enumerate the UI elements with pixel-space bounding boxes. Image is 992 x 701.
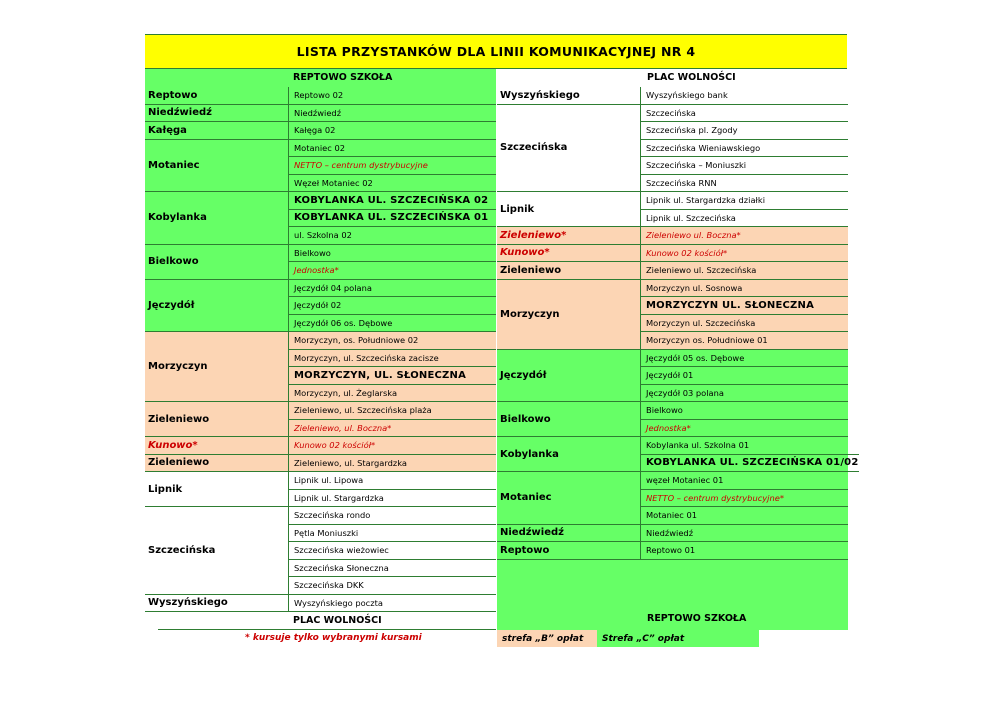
stop-name: MORZYCZYN, UL. SŁONECZNA <box>288 367 496 385</box>
direction-left <box>145 69 497 630</box>
stop-name: Jęczydół 02 <box>288 297 496 315</box>
stop-name: Bielkowo <box>288 245 496 263</box>
stop-list <box>288 332 496 402</box>
stop-name: Wyszyńskiego bank <box>640 87 848 105</box>
town-group <box>497 402 848 437</box>
stop-name: Lipnik ul. Stargardzka działki <box>640 192 848 210</box>
town-name: Kobylanka <box>145 192 288 245</box>
stop-list <box>288 455 496 473</box>
stop-list <box>288 280 496 333</box>
town-group <box>145 455 496 473</box>
town-name: Niedźwiedź <box>145 105 288 123</box>
stop-name: KOBYLANKA UL. SZCZECIŃSKA 02 <box>288 192 496 210</box>
stop-list <box>288 140 496 193</box>
town-group <box>145 245 496 280</box>
town-group <box>145 437 496 455</box>
stop-name: Reptowo 02 <box>288 87 496 105</box>
right-start-row <box>497 69 848 87</box>
stop-name: Szczecińska Słoneczna <box>288 560 496 578</box>
stop-name: Morzyczyn, os. Południowe 02 <box>288 332 496 350</box>
town-name: Reptowo <box>497 542 640 560</box>
town-group <box>497 472 848 525</box>
stop-name: Morzyczyn, ul. Żeglarska <box>288 385 496 403</box>
stop-list <box>288 245 496 280</box>
right-end-label: REPTOWO SZKOŁA <box>647 612 747 624</box>
stop-name: Węzeł Motaniec 02 <box>288 175 496 193</box>
town-group <box>497 262 848 280</box>
town-name: Lipnik <box>497 192 640 227</box>
town-name: Kałęga <box>145 122 288 140</box>
stop-list <box>640 227 848 245</box>
stop-name: MORZYCZYN UL. SŁONECZNA <box>640 297 848 315</box>
right-groups <box>497 87 859 560</box>
stop-list <box>288 437 496 455</box>
town-group <box>497 542 848 560</box>
stop-list <box>640 437 859 472</box>
left-end-label: PLAC WOLNOŚCI <box>293 615 382 626</box>
left-end-row <box>145 612 496 630</box>
stop-name: Szczecińska <box>640 105 848 123</box>
legend-zone-c: Strefa „C” opłat <box>597 630 759 647</box>
town-name: Bielkowo <box>497 402 640 437</box>
town-name: Motaniec <box>145 140 288 193</box>
town-group <box>145 507 496 595</box>
town-group <box>497 280 848 350</box>
town-name: Morzyczyn <box>497 280 640 350</box>
stop-name: Jednostka* <box>288 262 496 280</box>
stop-name: KOBYLANKA UL. SZCZECIŃSKA 01 <box>288 210 496 228</box>
town-group <box>497 245 848 263</box>
right-end-row <box>497 560 848 630</box>
stop-list <box>640 280 848 350</box>
stop-name: Szczecińska – Moniuszki <box>640 157 848 175</box>
town-name: Zieleniewo* <box>497 227 640 245</box>
stop-name: Szczecińska Wieniawskiego <box>640 140 848 158</box>
town-name: Kunowo* <box>145 437 288 455</box>
stop-name: Zieleniewo ul. Boczna* <box>640 227 848 245</box>
town-group <box>497 525 848 543</box>
town-group <box>497 105 848 193</box>
stop-list <box>288 192 496 245</box>
stop-name: Lipnik ul. Szczecińska <box>640 210 848 228</box>
town-name: Morzyczyn <box>145 332 288 402</box>
stop-list <box>640 350 848 403</box>
town-name: Zieleniewo <box>145 402 288 437</box>
stop-list <box>288 122 496 140</box>
left-start-row <box>145 69 496 87</box>
stop-name: Motaniec 01 <box>640 507 848 525</box>
town-group <box>145 105 496 123</box>
direction-right <box>497 69 859 630</box>
town-name: Szczecińska <box>145 507 288 595</box>
stop-name: NETTO – centrum dystrybucyjne <box>288 157 496 175</box>
stop-name: Szczecińska pl. Zgody <box>640 122 848 140</box>
stop-name: Jęczydół 05 os. Dębowe <box>640 350 848 368</box>
town-group <box>497 437 859 472</box>
town-group <box>145 472 496 507</box>
stop-list <box>288 472 496 507</box>
town-group <box>497 87 848 105</box>
stop-name: Pętla Moniuszki <box>288 525 496 543</box>
stop-list <box>288 595 496 613</box>
stop-list <box>640 245 848 263</box>
stop-name: Jęczydół 06 os. Dębowe <box>288 315 496 333</box>
stop-name: Niedźwiedź <box>640 525 848 543</box>
stop-name: Morzyczyn, ul. Szczecińska zacisze <box>288 350 496 368</box>
stop-name: KOBYLANKA UL. SZCZECIŃSKA 01/02 <box>640 455 859 473</box>
stop-list <box>640 87 848 105</box>
town-name: Jęczydół <box>145 280 288 333</box>
town-name: Motaniec <box>497 472 640 525</box>
stop-name: Zieleniewo, ul. Szczecińska plaża <box>288 402 496 420</box>
stop-name: Zieleniewo, ul. Stargardzka <box>288 455 496 473</box>
town-group <box>145 140 496 193</box>
stop-name: Zieleniewo ul. Szczecińska <box>640 262 848 280</box>
stop-list <box>640 525 848 543</box>
stop-name: Szczecińska wieżowiec <box>288 542 496 560</box>
stop-name: NETTO – centrum dystrybucyjne* <box>640 490 848 508</box>
town-group <box>497 192 848 227</box>
town-name: Zieleniewo <box>497 262 640 280</box>
stop-name: Jęczydół 01 <box>640 367 848 385</box>
town-name: Kunowo* <box>497 245 640 263</box>
stop-name: Kałęga 02 <box>288 122 496 140</box>
town-name: Jęczydół <box>497 350 640 403</box>
stop-list <box>640 192 848 227</box>
stop-list <box>288 402 496 437</box>
stop-list <box>288 105 496 123</box>
stop-name: Reptowo 01 <box>640 542 848 560</box>
stop-name: Jęczydół 04 polana <box>288 280 496 298</box>
town-name: Wyszyńskiego <box>497 87 640 105</box>
stop-name: Bielkowo <box>640 402 848 420</box>
stop-list <box>640 262 848 280</box>
town-group <box>145 595 496 613</box>
stop-name: Lipnik ul. Stargardzka <box>288 490 496 508</box>
stop-name: Kunowo 02 kościół* <box>288 437 496 455</box>
stop-list <box>640 542 848 560</box>
town-name: Zieleniewo <box>145 455 288 473</box>
town-group <box>497 227 848 245</box>
stop-name: Szczecińska rondo <box>288 507 496 525</box>
legend-zone-b: strefa „B” opłat <box>497 630 597 647</box>
stop-list <box>288 87 496 105</box>
stop-name: Niedźwiedź <box>288 105 496 123</box>
stop-name: Szczecińska RNN <box>640 175 848 193</box>
town-group <box>145 122 496 140</box>
town-group <box>145 192 496 245</box>
town-name: Szczecińska <box>497 105 640 193</box>
stop-list <box>640 472 848 525</box>
town-name: Wyszyńskiego <box>145 595 288 613</box>
left-start-label: REPTOWO SZKOŁA <box>293 72 393 83</box>
page-title: LISTA PRZYSTANKÓW DLA LINII KOMUNIKACYJNEJ NR 4 <box>145 34 847 69</box>
stop-name: Lipnik ul. Lipowa <box>288 472 496 490</box>
town-name: Bielkowo <box>145 245 288 280</box>
town-name: Reptowo <box>145 87 288 105</box>
stop-name: Wyszyńskiego poczta <box>288 595 496 613</box>
stop-name: Szczecińska DKK <box>288 577 496 595</box>
left-groups <box>145 87 496 612</box>
stop-name: Kunowo 02 kościół* <box>640 245 848 263</box>
stop-name: Jednostka* <box>640 420 848 438</box>
town-name: Niedźwiedź <box>497 525 640 543</box>
stop-name: węzeł Motaniec 01 <box>640 472 848 490</box>
town-group <box>497 350 848 403</box>
town-group <box>145 87 496 105</box>
stop-list <box>288 507 496 595</box>
stop-name: Morzyczyn ul. Szczecińska <box>640 315 848 333</box>
stop-name: Motaniec 02 <box>288 140 496 158</box>
town-name: Lipnik <box>145 472 288 507</box>
stop-name: ul. Szkolna 02 <box>288 227 496 245</box>
stop-name: Morzyczyn ul. Sosnowa <box>640 280 848 298</box>
town-group <box>145 332 496 402</box>
town-group <box>145 402 496 437</box>
stop-list <box>640 402 848 437</box>
stop-list <box>640 105 848 193</box>
stop-name: Kobylanka ul. Szkolna 01 <box>640 437 859 455</box>
town-name: Kobylanka <box>497 437 640 472</box>
footnote: * kursuje tylko wybranymi kursami <box>245 633 422 643</box>
bottom-rule <box>158 629 496 630</box>
town-group <box>145 280 496 333</box>
stop-name: Morzyczyn os. Południowe 01 <box>640 332 848 350</box>
stop-name: Zieleniewo, ul. Boczna* <box>288 420 496 438</box>
stop-name: Jęczydół 03 polana <box>640 385 848 403</box>
right-start-label: PLAC WOLNOŚCI <box>647 72 736 83</box>
